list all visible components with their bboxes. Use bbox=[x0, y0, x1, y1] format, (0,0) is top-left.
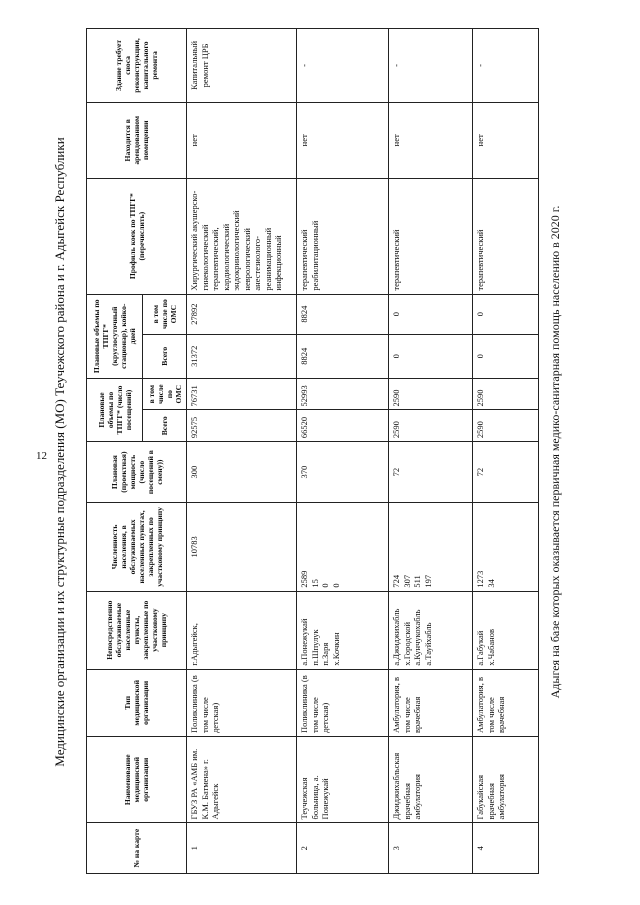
cell-beds-total: 0 bbox=[389, 334, 473, 378]
table-row bbox=[187, 29, 297, 874]
header-visits: Плановые объемы по ТПГГ* (число посещений) bbox=[87, 378, 143, 441]
cell-repair: Капитальный ремонт ЦРБ bbox=[187, 29, 297, 103]
cell-org-name: Теучежская больница, а. Понежукай bbox=[297, 737, 389, 823]
population-value: 724 bbox=[391, 574, 401, 588]
cell-beds-total: 0 bbox=[473, 334, 539, 378]
cell-profile: Хирургический акушерско-гинекологический терапевтический, кардиологический эндокринологический неврологический анестезиолого-реанимационный инфекционный bbox=[187, 178, 297, 294]
settlement: х.Кочкин bbox=[330, 632, 341, 666]
cell-profile: терапевтический реабилитационный bbox=[297, 178, 389, 294]
cell-capacity: 300 bbox=[187, 442, 297, 503]
cell-beds-total: 8824 bbox=[297, 334, 389, 378]
header-org-name: Наименование медицинской организации bbox=[87, 737, 187, 823]
cell-visits-total: 92575 bbox=[187, 410, 297, 442]
cell-repair: - bbox=[297, 29, 389, 103]
cell-leased: нет bbox=[389, 102, 473, 178]
header-settlements: Непосредственно обслуживаемые населенные пункты, закрепленные по участковому принципу bbox=[87, 591, 187, 669]
header-capacity: Плановая (проектная) мощность (число посещений в смену)) bbox=[87, 442, 187, 503]
cell-population bbox=[187, 503, 297, 592]
cell-settlements bbox=[389, 591, 473, 669]
cell-org-type: Поликлиника (в том числе детская) bbox=[187, 669, 297, 736]
cell-org-name: Джиджихабльская врачебная амбулатория bbox=[389, 737, 473, 823]
cell-visits-total: 66520 bbox=[297, 410, 389, 442]
population-value: 10783 bbox=[189, 536, 199, 558]
cell-capacity: 72 bbox=[473, 442, 539, 503]
population-value: 15 bbox=[309, 579, 320, 588]
cell-settlements bbox=[473, 591, 539, 669]
header-map-no: № на карте bbox=[87, 823, 187, 874]
cell-capacity: 72 bbox=[389, 442, 473, 503]
cell-capacity: 370 bbox=[297, 442, 389, 503]
header-org-type: Тип медицинской организации bbox=[87, 669, 187, 736]
header-visits-total: Всего bbox=[143, 410, 187, 442]
population-value: 1273 bbox=[475, 570, 485, 588]
header-beds-total: Всего bbox=[143, 334, 187, 378]
header-repair: Здание требует сноса реконструкции, капитального ремонта bbox=[87, 29, 187, 103]
cell-no: 3 bbox=[389, 823, 473, 874]
header-beds: Плановые объемы по ТПГГ* (круглосуточный стационар), койко-дней bbox=[87, 294, 143, 378]
rotated-page-content bbox=[50, 12, 590, 892]
cell-visits-oms: 76731 bbox=[187, 378, 297, 410]
cell-settlements bbox=[187, 591, 297, 669]
cell-population bbox=[297, 503, 389, 592]
cell-visits-oms: 52993 bbox=[297, 378, 389, 410]
cell-visits-oms: 2590 bbox=[473, 378, 539, 410]
cell-profile: терапевтический bbox=[389, 178, 473, 294]
population-value: 0 bbox=[330, 583, 341, 588]
cell-leased: нет bbox=[187, 102, 297, 178]
cell-org-name: ГБУЗ РА «АМБ им. К.М. Батмена» г. Адыгейск bbox=[187, 737, 297, 823]
settlement: х.Городской bbox=[401, 621, 412, 666]
cell-leased: нет bbox=[473, 102, 539, 178]
cell-beds-total: 31372 bbox=[187, 334, 297, 378]
header-row bbox=[87, 29, 143, 874]
footnote: Адыгея на базе которых оказывается первичная медико-санитарная помощь населению в 2020 г. bbox=[548, 205, 562, 699]
cell-beds-oms: 0 bbox=[473, 294, 539, 334]
table-row bbox=[297, 29, 389, 874]
cell-settlements bbox=[297, 591, 389, 669]
cell-org-type: Амбулатория, в том числе врачебная bbox=[473, 669, 539, 736]
population-value: 197 bbox=[422, 574, 433, 588]
settlement: а.Габукай bbox=[475, 630, 485, 666]
page-number: 12 bbox=[36, 450, 47, 462]
cell-population bbox=[389, 503, 473, 592]
cell-beds-oms: 8824 bbox=[297, 294, 389, 334]
cell-visits-total: 2590 bbox=[389, 410, 473, 442]
cell-leased: нет bbox=[297, 102, 389, 178]
cell-visits-total: 2590 bbox=[473, 410, 539, 442]
cell-repair: - bbox=[389, 29, 473, 103]
cell-population bbox=[473, 503, 539, 592]
cell-no: 1 bbox=[187, 823, 297, 874]
settlement: г.Адыгейск, bbox=[189, 623, 199, 666]
settlement: х.Чабанов bbox=[485, 629, 496, 666]
settlement: п.Заря bbox=[320, 642, 330, 666]
population-value: 0 bbox=[320, 583, 330, 588]
cell-no: 4 bbox=[473, 823, 539, 874]
cell-profile: терапевтический bbox=[473, 178, 539, 294]
cell-org-type: Поликлиника (в том числе детская) bbox=[297, 669, 389, 736]
cell-repair: - bbox=[473, 29, 539, 103]
settlement: а.Кунчукохабль bbox=[412, 609, 422, 666]
cell-beds-oms: 27892 bbox=[187, 294, 297, 334]
header-visits-oms: в том числе по ОМС bbox=[143, 378, 187, 410]
header-population: Численность населения, в обслуживаемых населенных пунктах, закрепленных по участковому принципу bbox=[87, 503, 187, 592]
settlement: п.Шпулук bbox=[309, 629, 320, 666]
cell-org-type: Амбулатория, в том числе врачебная bbox=[389, 669, 473, 736]
header-profile: Профиль коек по ТПГГ* (перечислить) bbox=[87, 178, 187, 294]
settlement: а.Джиджихабль bbox=[391, 608, 401, 666]
population-value: 2589 bbox=[299, 570, 309, 588]
population-value: 34 bbox=[485, 579, 496, 588]
cell-beds-oms: 0 bbox=[389, 294, 473, 334]
cell-org-name: Габукайская врачебная амбулатория bbox=[473, 737, 539, 823]
population-value: 307 bbox=[401, 574, 412, 588]
table-row bbox=[389, 29, 473, 874]
cell-visits-oms: 2590 bbox=[389, 378, 473, 410]
document-title: Медицинские организации и их структурные подразделения (МО) Теучежского района и г. Адыгейск Республики bbox=[52, 137, 67, 767]
medical-organizations-table bbox=[86, 28, 539, 874]
header-leased: Находится в арендованном помещении bbox=[87, 102, 187, 178]
cell-no: 2 bbox=[297, 823, 389, 874]
settlement: а.Тауйхабль bbox=[422, 622, 433, 666]
settlement: а.Понежукай bbox=[299, 618, 309, 666]
header-beds-oms: в том числе по ОМС bbox=[143, 294, 187, 334]
population-value: 511 bbox=[412, 575, 422, 588]
table-row bbox=[473, 29, 539, 874]
